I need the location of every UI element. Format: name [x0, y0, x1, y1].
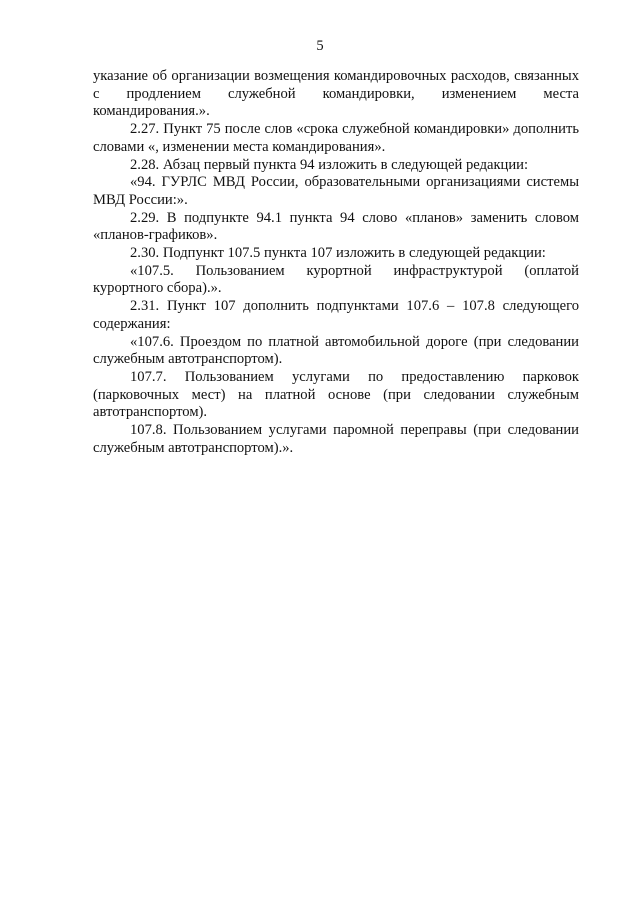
paragraph-2-28: 2.28. Абзац первый пункта 94 изложить в следующей редакции: [130, 156, 529, 173]
paragraph-2-31: 2.31. Пункт 107 дополнить подпунктами 107.6 – 107.8 следующего содержания: [93, 298, 579, 332]
paragraph-107-8: 107.8. Пользованием услугами паромной переправы (при следовании служебным автотранспортом).». [93, 422, 579, 456]
paragraph-quote-94: «94. ГУРЛС МВД России, образовательными организациями системы МВД России:». [93, 174, 579, 208]
paragraph-107-7: 107.7. Пользованием услугами по предоставлению парковок (парковочных мест) на платной основе (при следовании служебным автотранспортом). [93, 368, 579, 421]
paragraph-quote-107-6: «107.6. Проездом по платной автомобильной дороге (при следовании служебным автотранспортом). [93, 333, 579, 368]
paragraph-2-27: 2.27. Пункт 75 после слов «срока служебной командировки» дополнить словами «, изменении места командирования». [93, 121, 579, 155]
paragraph-2-30: 2.30. Подпункт 107.5 пункта 107 изложить в следующей редакции: [130, 245, 546, 262]
paragraph-continuation: указание об организации возмещения командировочных расходов, связанных с продлением служебной командировки, изменением места командирования.». [93, 68, 579, 120]
paragraph-quote-107-5: «107.5. Пользованием курортной инфраструктурой (оплатой курортного сбора).». [93, 262, 579, 297]
page-number: 5 [316, 38, 324, 54]
paragraph-2-29: 2.29. В подпункте 94.1 пункта 94 слово «планов» заменить словом «планов-графиков». [93, 209, 579, 244]
document-body [93, 68, 579, 457]
